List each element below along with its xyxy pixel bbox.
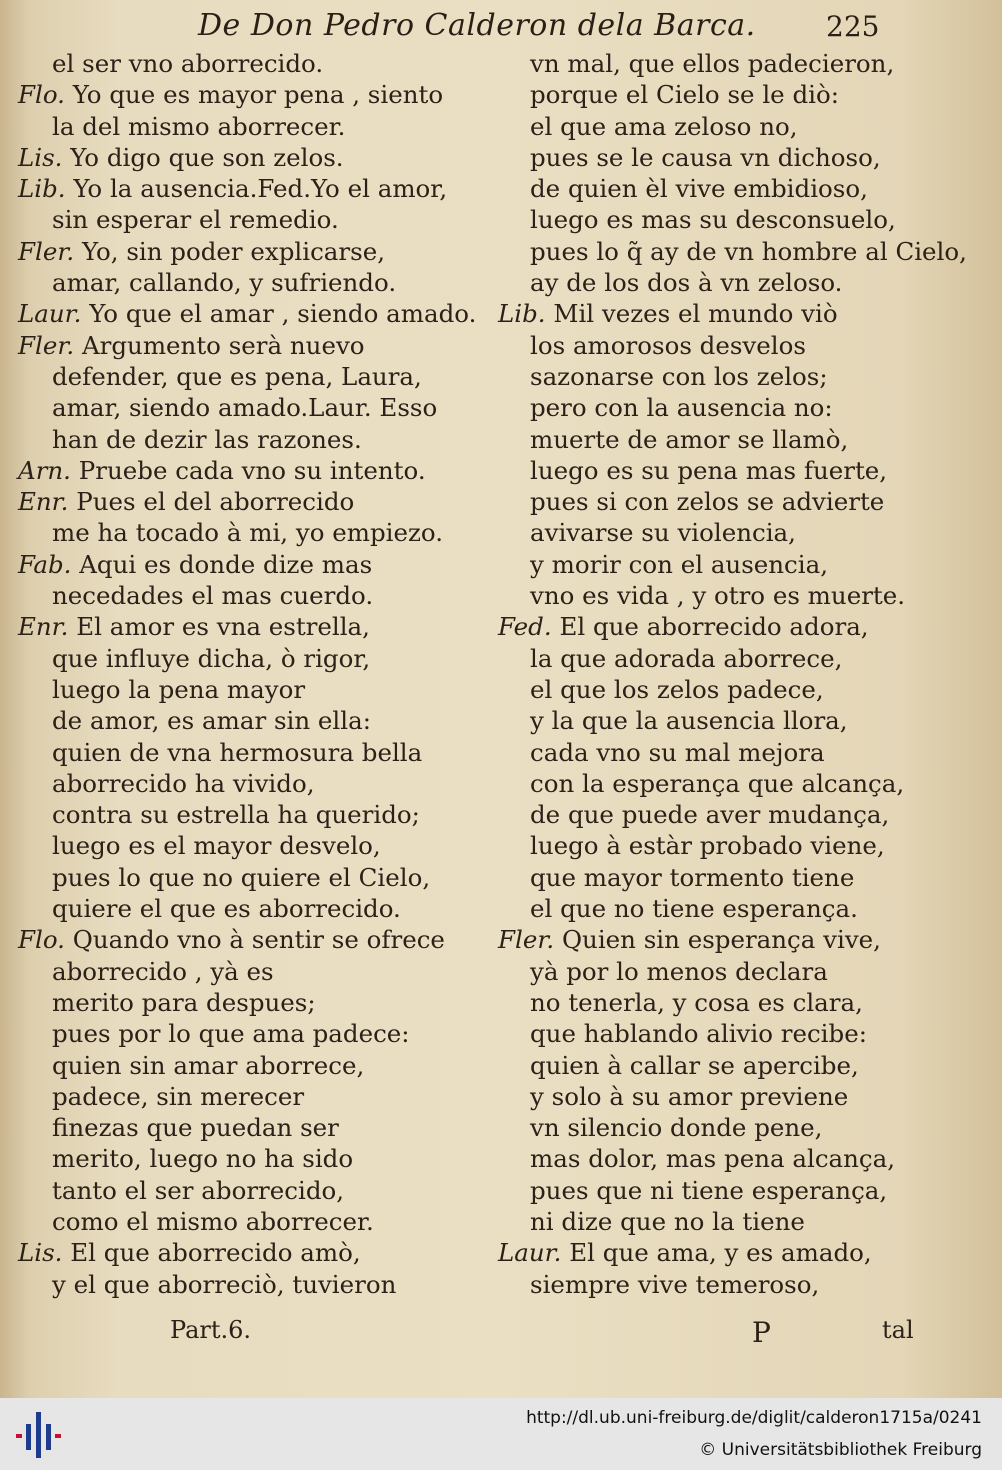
verse-line — [18, 893, 458, 924]
page-bottom-marks — [0, 1316, 1002, 1356]
verse-text: luego la pena mayor — [52, 674, 306, 704]
verse-text: necedades el mas cuerdo. — [52, 581, 374, 611]
verse-line — [18, 737, 458, 768]
verse-line — [18, 1269, 458, 1300]
verse-text: de quien èl vive embidioso, — [530, 174, 868, 204]
verse-line — [498, 1018, 978, 1049]
verse-line — [498, 611, 978, 642]
verse-text: pues se le causa vn dichoso, — [530, 142, 881, 172]
verse-line — [498, 1237, 978, 1268]
verse-line — [498, 1112, 978, 1143]
verse-text: el ser vno aborrecido. — [52, 49, 324, 78]
verse-text: El que aborrecido amò, — [70, 1238, 361, 1268]
speaker-label: Laur. — [18, 299, 82, 329]
verse-line — [498, 799, 978, 830]
verse-text: Yo la ausencia.Fed.Yo el amor, — [73, 174, 448, 204]
verse-text: pero con la ausencia no: — [530, 393, 833, 423]
verse-line — [18, 79, 458, 110]
verse-line — [18, 643, 458, 674]
verse-line — [498, 924, 978, 955]
verse-text: contra su estrella ha querido; — [52, 800, 420, 830]
verse-text: el que los zelos padece, — [530, 674, 824, 704]
verse-text: ay de los dos à vn zeloso. — [530, 268, 843, 298]
verse-line — [18, 392, 458, 423]
verse-text: de que puede aver mudança, — [530, 800, 890, 830]
verse-line — [18, 361, 458, 392]
verse-text: pues lo que no quiere el Cielo, — [52, 862, 431, 892]
verse-line — [498, 956, 978, 987]
verse-text: luego es su pena mas fuerte, — [530, 455, 888, 485]
verse-line — [498, 830, 978, 861]
verse-text: amar, callando, y sufriendo. — [52, 268, 397, 298]
speaker-label: Fler. — [498, 925, 555, 955]
verse-line — [18, 1081, 458, 1112]
verse-line — [18, 611, 458, 642]
ub-freiburg-logo-icon — [14, 1410, 64, 1460]
page-header — [0, 8, 1002, 48]
speaker-label: Lis. — [18, 1238, 63, 1268]
verse-line — [18, 517, 458, 548]
verse-text: los amorosos desvelos — [530, 330, 806, 360]
verse-text: tanto el ser aborrecido, — [52, 1175, 345, 1205]
verse-line — [498, 79, 978, 110]
document-url-link[interactable]: http://dl.ub.uni-freiburg.de/diglit/calderon1715a/0241 — [526, 1408, 982, 1428]
verse-line — [18, 799, 458, 830]
verse-text: y la que la ausencia llora, — [530, 706, 848, 736]
verse-line — [498, 111, 978, 142]
verse-line — [18, 1206, 458, 1237]
verse-line — [18, 924, 458, 955]
verse-line — [18, 549, 458, 580]
speaker-label: Fler. — [18, 330, 75, 360]
verse-text: quien de vna hermosura bella — [52, 737, 423, 767]
speaker-label: Enr. — [18, 487, 69, 517]
verse-text: han de dezir las razones. — [52, 424, 362, 454]
verse-line — [498, 424, 978, 455]
verse-text: Aqui es donde dize mas — [79, 549, 373, 579]
verse-line — [498, 1269, 978, 1300]
verse-line — [18, 424, 458, 455]
verse-line — [498, 455, 978, 486]
speaker-label: Arn. — [18, 455, 71, 485]
verse-text: aborrecido , yà es — [52, 956, 274, 986]
verse-text: luego à estàr probado viene, — [530, 831, 885, 861]
verse-line — [18, 830, 458, 861]
verse-line — [498, 267, 978, 298]
verse-text: padece, sin merecer — [52, 1081, 305, 1111]
verse-line — [18, 1237, 458, 1268]
verse-line — [18, 267, 458, 298]
signature-mark: P — [752, 1316, 771, 1349]
verse-text: avivarse su violencia, — [530, 518, 796, 548]
verse-text: El que aborrecido adora, — [559, 612, 869, 642]
verse-text: muerte de amor se llamò, — [530, 424, 849, 454]
speaker-label: Flo. — [18, 925, 65, 955]
verse-line — [18, 48, 458, 79]
page-number: 225 — [826, 10, 880, 43]
verse-line — [18, 236, 458, 267]
verse-text: y el que aborreciò, tuvieron — [52, 1269, 397, 1299]
verse-text: ni dize que no la tiene — [530, 1206, 805, 1236]
verse-line — [498, 987, 978, 1018]
verse-line — [498, 643, 978, 674]
verse-line — [18, 862, 458, 893]
speaker-label: Fab. — [18, 549, 72, 579]
verse-line — [18, 580, 458, 611]
verse-text: pues si con zelos se advierte — [530, 487, 885, 517]
verse-text: mas dolor, mas pena alcança, — [530, 1144, 896, 1174]
verse-text: yà por lo menos declara — [530, 956, 828, 986]
verse-line — [498, 1175, 978, 1206]
verse-text: El amor es vna estrella, — [76, 612, 370, 642]
verse-text: finezas que puedan ser — [52, 1113, 339, 1143]
verse-text: siempre vive temeroso, — [530, 1269, 820, 1299]
verse-text: que influye dicha, ò rigor, — [52, 643, 371, 673]
verse-line — [18, 1143, 458, 1174]
speaker-label: Enr. — [18, 612, 69, 642]
verse-text: sin esperar el remedio. — [52, 205, 339, 235]
verse-line — [498, 298, 978, 329]
verse-text: y solo à su amor previene — [530, 1081, 849, 1111]
right-text-column — [498, 48, 978, 1300]
verse-text: sazonarse con los zelos; — [530, 361, 828, 391]
verse-text: como el mismo aborrecer. — [52, 1206, 374, 1236]
verse-text: merito, luego no ha sido — [52, 1144, 354, 1174]
verse-line — [18, 674, 458, 705]
verse-text: el que ama zeloso no, — [530, 111, 798, 141]
speaker-label: Lib. — [18, 174, 66, 204]
verse-line — [498, 1206, 978, 1237]
verse-line — [498, 580, 978, 611]
verse-line — [498, 1050, 978, 1081]
verse-text: quien sin amar aborrece, — [52, 1050, 365, 1080]
verse-line — [498, 1081, 978, 1112]
verse-line — [498, 674, 978, 705]
verse-text: de amor, es amar sin ella: — [52, 706, 371, 736]
verse-line — [18, 204, 458, 235]
verse-text: Yo que el amar , siendo amado. — [89, 299, 477, 329]
verse-line — [498, 1143, 978, 1174]
verse-line — [18, 1050, 458, 1081]
verse-text: quien à callar se apercibe, — [530, 1050, 859, 1080]
verse-text: la del mismo aborrecer. — [52, 111, 346, 141]
verse-text: amar, siendo amado.Laur. Esso — [52, 393, 438, 423]
verse-line — [498, 236, 978, 267]
verse-line — [18, 987, 458, 1018]
verse-line — [498, 486, 978, 517]
verse-line — [18, 768, 458, 799]
verse-text: pues lo q̃ ay de vn hombre al Cielo, — [530, 236, 967, 266]
verse-line — [498, 142, 978, 173]
verse-text: Yo digo que son zelos. — [70, 142, 344, 172]
verse-line — [18, 1175, 458, 1206]
verse-line — [498, 361, 978, 392]
verse-text: defender, que es pena, Laura, — [52, 361, 422, 391]
verse-line — [18, 455, 458, 486]
verse-line — [498, 204, 978, 235]
left-text-column — [18, 48, 477, 1300]
verse-text: pues que ni tiene esperança, — [530, 1175, 888, 1205]
verse-text: Pues el del aborrecido — [76, 487, 355, 517]
verse-text: la que adorada aborrece, — [530, 643, 843, 673]
verse-text: Yo que es mayor pena , siento — [72, 80, 444, 110]
verse-text: vn mal, que ellos padecieron, — [530, 49, 895, 78]
verse-line — [498, 517, 978, 548]
speaker-label: Flo. — [18, 80, 65, 110]
verse-line — [18, 173, 458, 204]
library-footer — [0, 1398, 1002, 1470]
verse-line — [18, 111, 458, 142]
verse-text: el que no tiene esperança. — [530, 894, 858, 924]
speaker-label: Laur. — [498, 1238, 562, 1268]
verse-text: vn silencio donde pene, — [530, 1113, 823, 1143]
verse-line — [18, 330, 458, 361]
verse-text: que mayor tormento tiene — [530, 862, 855, 892]
verse-text: y morir con el ausencia, — [530, 549, 829, 579]
verse-text: quiere el que es aborrecido. — [52, 894, 401, 924]
speaker-label: Lib. — [498, 299, 546, 329]
verse-text: con la esperança que alcança, — [530, 768, 905, 798]
verse-line — [18, 486, 458, 517]
signature-line: Part.6. — [170, 1316, 252, 1344]
verse-line — [18, 1018, 458, 1049]
verse-text: me ha tocado à mi, yo empiezo. — [52, 518, 444, 548]
copyright-notice: © Universitätsbibliothek Freiburg — [699, 1440, 982, 1460]
running-title: De Don Pedro Calderon dela Barca. — [198, 8, 756, 43]
speaker-label: Lis. — [18, 142, 63, 172]
verse-text: cada vno su mal mejora — [530, 737, 825, 767]
verse-line — [498, 549, 978, 580]
verse-text: Pruebe cada vno su intento. — [78, 455, 426, 485]
verse-line — [18, 705, 458, 736]
verse-line — [498, 330, 978, 361]
verse-text: luego es mas su desconsuelo, — [530, 205, 896, 235]
verse-text: Quando vno à sentir se ofrece — [72, 925, 445, 955]
verse-line — [498, 862, 978, 893]
verse-text: Quien sin esperança vive, — [561, 925, 881, 955]
verse-line — [18, 142, 458, 173]
verse-text: Yo, sin poder explicarse, — [81, 236, 385, 266]
verse-line — [18, 956, 458, 987]
verse-text: pues por lo que ama padece: — [52, 1019, 410, 1049]
verse-line — [498, 893, 978, 924]
verse-text: porque el Cielo se le diò: — [530, 80, 839, 110]
verse-text: luego es el mayor desvelo, — [52, 831, 381, 861]
catchword: tal — [882, 1316, 914, 1344]
verse-line — [498, 705, 978, 736]
verse-line — [498, 173, 978, 204]
verse-text: Mil vezes el mundo viò — [553, 299, 838, 329]
verse-text: aborrecido ha vivido, — [52, 768, 315, 798]
verse-text: Argumento serà nuevo — [81, 330, 365, 360]
speaker-label: Fler. — [18, 236, 75, 266]
verse-text: que hablando alivio recibe: — [530, 1019, 867, 1049]
verse-line — [498, 392, 978, 423]
verse-line — [498, 768, 978, 799]
verse-text: merito para despues; — [52, 987, 316, 1017]
verse-line — [498, 737, 978, 768]
verse-text: no tenerla, y cosa es clara, — [530, 987, 863, 1017]
verse-line — [18, 1112, 458, 1143]
verse-line — [18, 298, 477, 329]
verse-text: vno es vida , y otro es muerte. — [530, 581, 906, 611]
verse-line — [498, 48, 978, 79]
verse-text: El que ama, y es amado, — [569, 1238, 872, 1268]
speaker-label: Fed. — [498, 612, 552, 642]
